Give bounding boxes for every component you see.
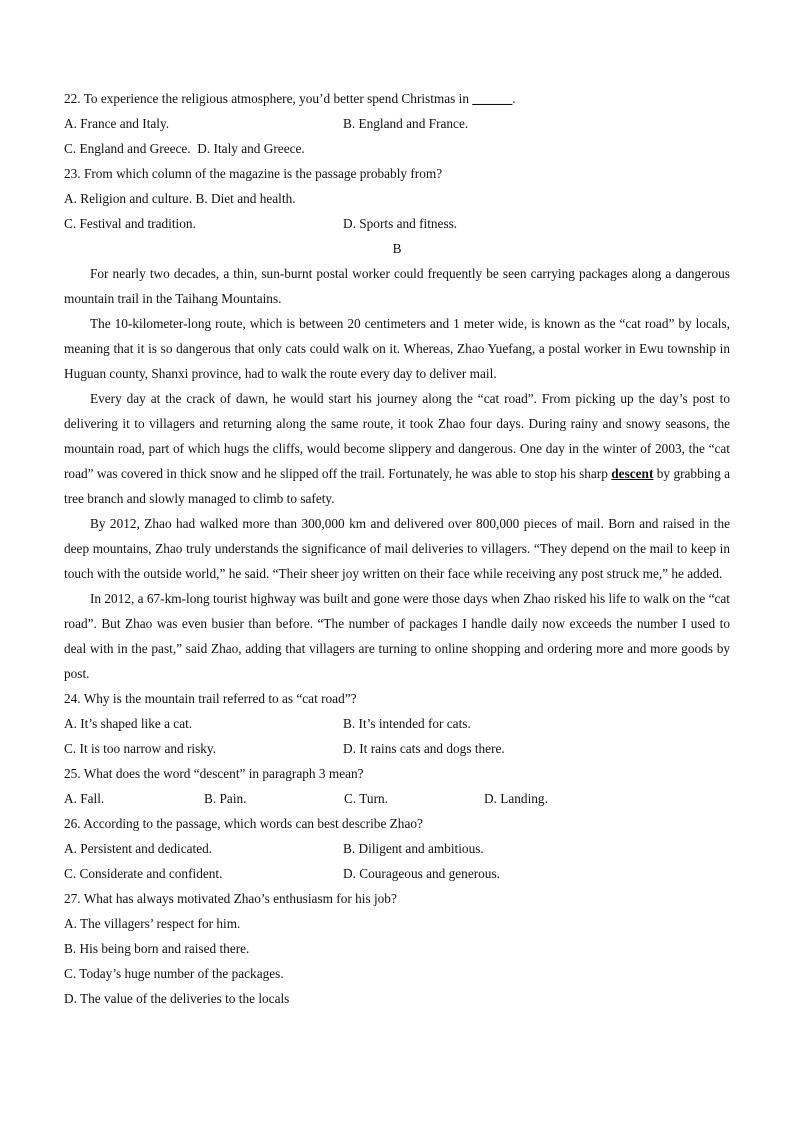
question-23-stem: 23. From which column of the magazine is the passage probably from? <box>64 166 443 181</box>
question-26-options-row-2 <box>64 861 730 886</box>
option-c: C. Turn. <box>344 791 388 806</box>
option-a: A. France and Italy. <box>64 116 170 131</box>
exam-page <box>64 86 730 1011</box>
option-c: C. Considerate and confident. <box>64 866 223 881</box>
question-26-stem: 26. According to the passage, which words can best describe Zhao? <box>64 816 423 831</box>
question-23-options-row-1 <box>64 186 730 211</box>
question-26-options-row-1 <box>64 836 730 861</box>
question-24-stem: 24. Why is the mountain trail referred to as “cat road”? <box>64 691 357 706</box>
option-a: A. Religion and culture. <box>64 191 193 206</box>
answer-blank: ______ <box>472 91 513 106</box>
option-a: A. Persistent and dedicated. <box>64 841 213 856</box>
option-c: C. Festival and tradition. <box>64 216 196 231</box>
highlighted-word: descent <box>611 466 654 481</box>
question-24-options-row-1 <box>64 711 730 736</box>
option-a: A. Fall. <box>64 791 105 806</box>
option-d: D. The value of the deliveries to the locals <box>64 991 290 1006</box>
passage-paragraph-3: Every day at the crack of dawn, he would start his journey along the “cat road”. From picking up the day’s post to delivering it to villagers and returning along the same route, it took Zhao four days. During rainy and snowy seasons, the mountain road, part of which hugs the cliffs, would become slippery and dangerous. One day in the winter of 2003, the “cat road” was covered in thick snow and he slipped off the trail. Fortunately, he was able to stop his sharp descent by grabbing a tree branch and slowly managed to climb to safety. <box>64 391 731 506</box>
option-d: D. Courageous and generous. <box>343 866 500 881</box>
question-24-options-row-2 <box>64 736 730 761</box>
option-d: D. Italy and Greece. <box>197 141 305 156</box>
section-label: B <box>392 241 402 256</box>
option-d: D. Landing. <box>484 791 548 806</box>
passage-paragraph-1: For nearly two decades, a thin, sun-burnt postal worker could frequently be seen carrying packages along a dangerous mountain trail in the Taihang Mountains. <box>64 266 730 306</box>
option-a: A. The villagers’ respect for him. <box>64 916 241 931</box>
option-d: D. It rains cats and dogs there. <box>343 741 505 756</box>
option-c: C. Today’s huge number of the packages. <box>64 966 284 981</box>
option-b: B. Diligent and ambitious. <box>343 841 484 856</box>
question-25-options <box>64 786 730 811</box>
option-a: A. It’s shaped like a cat. <box>64 716 193 731</box>
question-22-options-row-2 <box>64 136 730 161</box>
option-d: D. Sports and fitness. <box>343 216 458 231</box>
passage-paragraph-5: In 2012, a 67-km-long tourist highway was built and gone were those days when Zhao risked his life to walk on the “cat road”. But Zhao was even busier than before. “The number of packages I handle daily now exceeds the number I used to deal with in the past,” said Zhao, adding that villagers are turning to online shopping and ordering more and more goods by post. <box>64 591 730 681</box>
option-b: B. It’s intended for cats. <box>343 716 471 731</box>
question-25-stem: 25. What does the word “descent” in paragraph 3 mean? <box>64 766 364 781</box>
option-c: C. England and Greece. <box>64 141 191 156</box>
option-b: B. Pain. <box>204 791 247 806</box>
question-23-options-row-2 <box>64 211 730 236</box>
question-22-options-row-1 <box>64 111 730 136</box>
option-c: C. It is too narrow and risky. <box>64 741 217 756</box>
option-b: B. His being born and raised there. <box>64 941 250 956</box>
option-b: B. England and France. <box>343 116 469 131</box>
question-22-stem: 22. To experience the religious atmosphere, you’d better spend Christmas in ______. <box>64 91 516 106</box>
passage-paragraph-4: By 2012, Zhao had walked more than 300,000 km and delivered over 800,000 pieces of mail. Born and raised in the deep mountains, Zhao truly understands the significance of mail deliveries to villagers. “They depend on the mail to keep in touch with the outside world,” he said. “Their sheer joy written on their face while receiving any post struck me,” he added. <box>64 516 730 581</box>
option-b: B. Diet and health. <box>195 191 296 206</box>
passage-paragraph-2: The 10-kilometer-long route, which is between 20 centimeters and 1 meter wide, is known as the “cat road” by locals, meaning that it is so dangerous that only cats could walk on it. Whereas, Zhao Yuefang, a postal worker in Ewu township in Huguan county, Shanxi province, had to walk the route every day to deliver mail. <box>64 316 730 381</box>
question-27-stem: 27. What has always motivated Zhao’s enthusiasm for his job? <box>64 891 397 906</box>
